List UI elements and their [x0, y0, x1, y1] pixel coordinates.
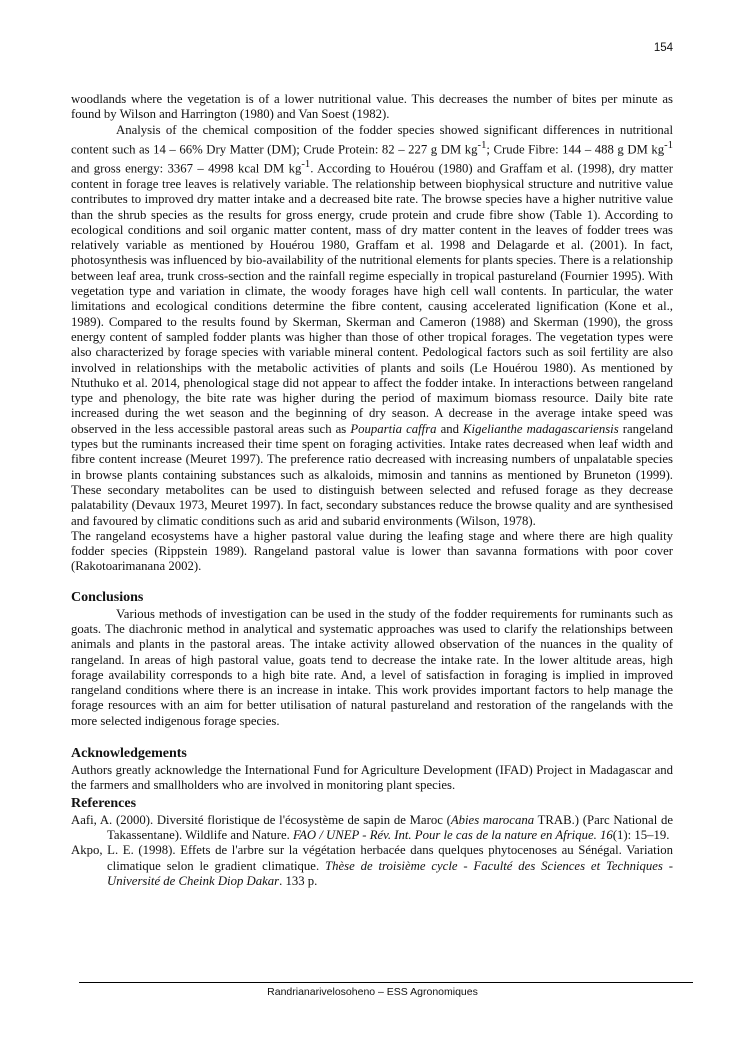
acknowledgements-heading: Acknowledgements: [71, 746, 187, 762]
species-name: Poupartia caffra: [350, 421, 437, 436]
references-heading: References: [71, 795, 137, 811]
paragraph-continued: woodlands where the vegetation is of a lower nutritional value. This decreases the number of bites per minute as found by Wilson and Harrington (1980) and Van Soest (1982).: [71, 92, 673, 122]
page-footer: Randrianarivelosoheno – ESS Agronomiques: [267, 986, 478, 998]
paragraph-analysis: Analysis of the chemical composition of the fodder species showed significant differences in nutritional content such as 14 – 66% Dry Matter (DM); Crude Protein: 82 – 227 g DM $kg^{-1}$; Crude Fibre: 144 – 488 g DM $kg^{-1}$ and gross energy: 3367 – 4998 kcal DM $kg^{-1}$. According to Houérou (1980) and Graffam et al. (1998), dry matter content in forage tree leaves is relatively variable. The relationship between biophysical structure and nutritive value contributes to improved dry matter intake and a decreased bite rate. The browse species have a higher nutritive value than the shrub species as the results for gross energy, crude protein and crude fibre show (Table 1). According to ecological conditions and soil organic matter content, mass of dry matter content in the leaves of fodder trees was relatively variable as mentioned by Houérou 1980, Graffam et al. 1998 and Delagarde et al. (2001). In fact, photosynthesis was influenced by bio-availability of the nutritional elements for plants species. There is a relationship between leaf area, trunk cross-section and the rainfall regime especially in tropical pastureland (Fournier 1995). With vegetation type and variation in climate, the woody forages have high cell wall contents. In particular, the water limitations and ecological conditions determine the fibre content, causing accelerated lignification (Kone et al., 1989). Compared to the results found by Skerman, Skerman and Cameron (1988) and Skerman (1990), the gross energy content of sampled fodder plants was higher than those of other tropical forages. The vegetation types were also characterized by forage species with variable mineral content. Pedological factors such as soil fertility are also involved in relationships with the metabolic activities of plants and soils (Le Houérou 1980). As mentioned by Ntuthuko et al. 2014, phenological stage did not appear to affect the fodder intake. In interactions between rangeland type and phenology, the bite rate was higher during the period of maximum biomass resource. Daily bite rate increased during the wet season and the beginning of dry season. A decrease in the average intake speed was observed in the less accessible pastoral areas such as Poupartia caffra and Kigelianthe madagascariensis rangeland types but the ruminants increased their time spent on foraging activities. Intake rates decreased when leaf width and fibre content increase (Meuret 1997). The preference ratio decreased with increasing numbers of unpalatable species in browse plants containing substances such as alkaloids, mimosin and tannins as mentioned by Bruneton (1999). These secondary metabolites can be used to distinguish between selected and refused forage as they decrease palatability (Devaux 1973, Meuret 1997). In fact, secondary substances reduce the browse quality and are synthesised and favoured by climatic conditions such as arid and subarid environments (Wilson, 1978).: [71, 122, 674, 528]
conclusions-heading: Conclusions: [71, 589, 144, 605]
paragraph-rangeland: The rangeland ecosystems have a higher pastoral value during the leafing stage and where there are high quality fodder species (Rippstein 1989). Rangeland pastoral value is lower than savanna formations with poor cover (Rakotoarimanana 2002).: [71, 528, 673, 574]
acknowledgements-text: Authors greatly acknowledge the International Fund for Agriculture Development (IFAD) Project in Madagascar and the farmers and smallholders who are involved in monitoring plant species.: [71, 763, 673, 793]
footer-divider: [79, 982, 693, 983]
page-content: [71, 92, 673, 889]
reference-item: Aafi, A. (2000). Diversité floristique de l'écosystème de sapin de Maroc (Abies marocana TRAB.) (Parc National de Takassentane). Wildlife and Nature. FAO / UNEP - Rév. Int. Pour le cas de la nature en Afrique. 16(1): 15–19.: [71, 812, 673, 842]
page-number: 154: [653, 42, 673, 54]
conclusions-text: Various methods of investigation can be used in the study of the fodder requirements for ruminants such as goats. The diachronic method in analytical and systematic approaches was used to clarify the relationships between animals and plants in the pastoral areas. The intake activity allowed observation of the nuances in the quality of rangeland. In areas of high pastoral value, goats tend to decrease the intake rate. In the lower altitude areas, high forage availability corresponds to a high bite rate. And, a level of satisfaction in foraging is implied in improved rangeland conditions where there is an increase in intake. This work provides important factors to help manage the forage resources with an aim for better utilisation of natural pastureland and restoration of the rangelands with the more selected indigenous forage species.: [71, 606, 673, 728]
reference-item: Akpo, L. E. (1998). Effets de l'arbre sur la végétation herbacée dans quelques phytocenoses au Sénégal. Variation climatique selon le gradient climatique. Thèse de troisième cycle - Faculté des Sciences et Techniques - Université de Cheink Diop Dakar. 133 p.: [71, 843, 673, 888]
species-name: Kigelianthe madagascariensis: [463, 421, 619, 436]
